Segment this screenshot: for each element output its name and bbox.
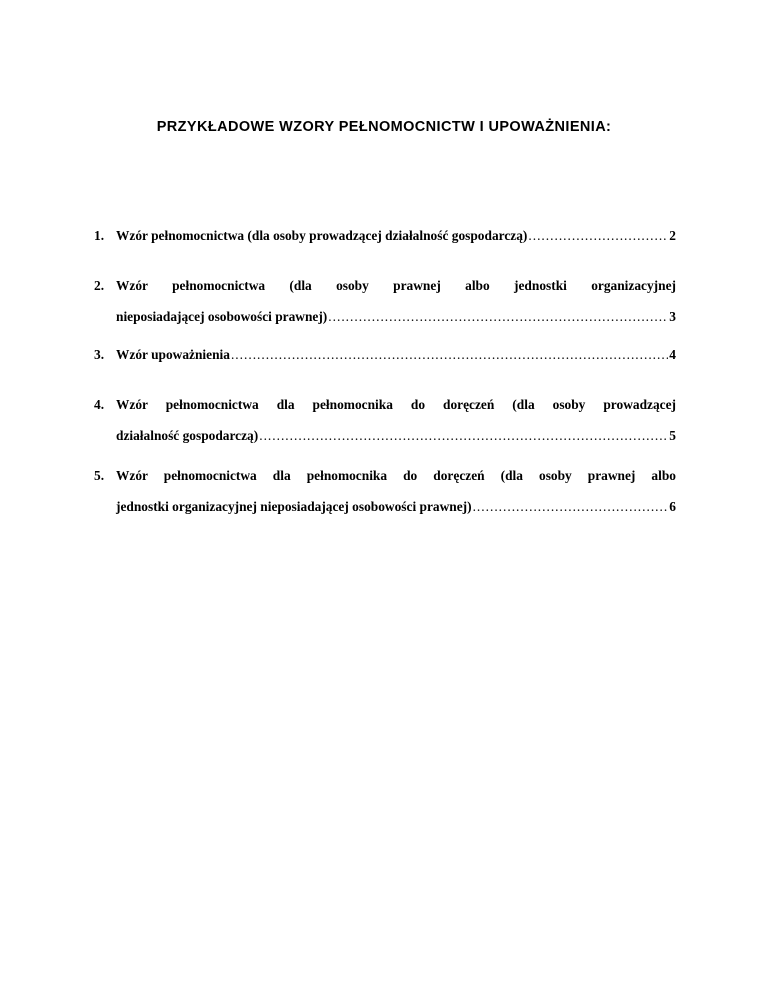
dot-leader xyxy=(528,220,668,251)
page-title: PRZYKŁADOWE WZORY PEŁNOMOCNICTW I UPOWAŻNIENIA: xyxy=(156,119,612,135)
toc-entry-text-line-1: Wzór pełnomocnictwa dla pełnomocnika do doręczeń (dla osoby prawnej albo xyxy=(116,468,676,483)
toc-entry-text: Wzór upoważnienia xyxy=(116,347,230,362)
toc-page-number: 2 xyxy=(669,228,676,243)
toc-page-number: 4 xyxy=(669,347,676,362)
toc-entry-text-line-1: Wzór pełnomocnictwa dla pełnomocnika do doręczeń (dla osoby prowadzącej xyxy=(116,397,676,412)
toc-entry-number: 1. xyxy=(94,228,105,243)
toc-entry-2[interactable] xyxy=(94,270,676,332)
toc-entry-text: jednostki organizacyjnej nieposiadającej osobowości prawnej) xyxy=(116,499,472,514)
toc-entry-number: 3. xyxy=(94,347,105,362)
toc-entry-number: 5. xyxy=(94,468,105,483)
toc-page-number: 6 xyxy=(669,499,676,514)
toc-page-number: 5 xyxy=(669,428,676,443)
toc-entry-text: Wzór pełnomocnictwa (dla osoby prowadzącej działalność gospodarczą) xyxy=(116,228,528,243)
toc-entry-4[interactable] xyxy=(94,389,676,451)
toc-entry-number: 2. xyxy=(94,278,105,293)
toc-entry-5[interactable] xyxy=(94,460,676,522)
toc-entry-text: działalność gospodarczą) xyxy=(116,428,259,443)
toc-entry-text-line-1: Wzór pełnomocnictwa (dla osoby prawnej albo jednostki organizacyjnej xyxy=(116,278,676,293)
dot-leader xyxy=(259,420,668,451)
toc-entry-1[interactable] xyxy=(94,220,676,251)
toc-entry-number: 4. xyxy=(94,397,105,412)
dot-leader xyxy=(231,339,668,370)
toc-page-number: 3 xyxy=(669,309,676,324)
dot-leader xyxy=(328,301,668,332)
dot-leader xyxy=(473,491,669,522)
toc-entry-text: nieposiadającej osobowości prawnej) xyxy=(116,309,328,324)
toc-entry-3[interactable] xyxy=(94,339,676,370)
